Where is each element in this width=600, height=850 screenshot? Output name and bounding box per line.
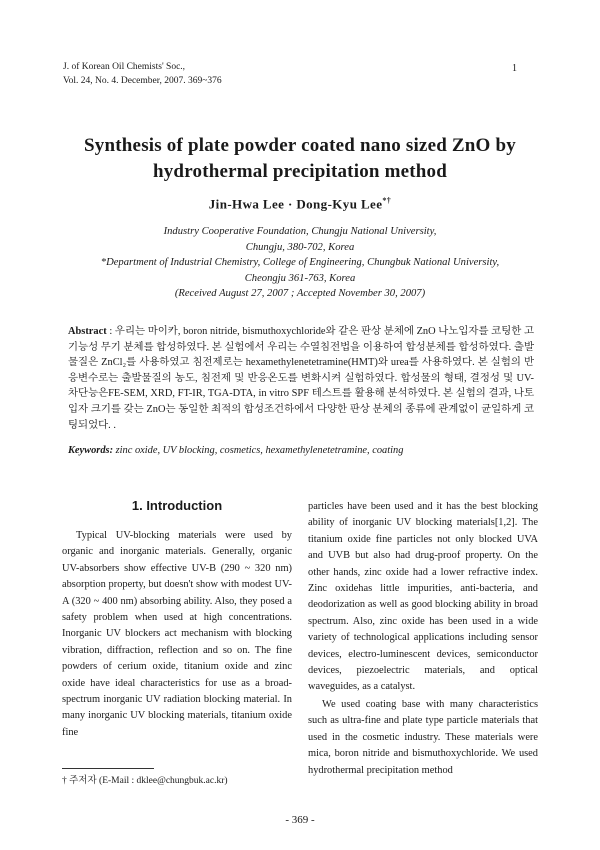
received-dates: (Received August 27, 2007 ; Accepted November 30, 2007) xyxy=(174,288,426,299)
keywords-label: Keywords: xyxy=(68,445,114,456)
journal-volume: Vol. 24, No. 4. December, 2007. 369~376 xyxy=(63,76,222,86)
affiliation-line: Chungju, 380-702, Korea xyxy=(245,241,355,253)
affiliation-line: *Department of Industrial Chemistry, College of Engineering, Chungbuk National University, xyxy=(100,257,500,268)
abstract-label: Abstract xyxy=(68,326,107,337)
right-column xyxy=(308,499,538,779)
left-column xyxy=(62,528,292,741)
footnote: † 주저자 (E-Mail : dklee@chungbuk.ac.kr) xyxy=(62,776,228,786)
header-page-number: 1 xyxy=(512,63,517,74)
abstract xyxy=(68,324,534,433)
footnote-divider xyxy=(62,768,154,769)
title-line-2: hydrothermal precipitation method xyxy=(152,161,448,182)
page-footer-number: - 369 - xyxy=(285,814,315,826)
affiliations xyxy=(70,224,530,302)
paper-title xyxy=(40,133,560,185)
journal-name: J. of Korean Oil Chemists' Soc., xyxy=(63,62,186,72)
author-mark: *† xyxy=(382,196,392,205)
abstract-text: : 우리는 마이카, boron nitride, bismuthoxychloride와 같은 판상 분체에 ZnO 나노입자를 코팅한 고 기능성 무기 분체를 합성하였다. 본 실험에서 우리는 수열침전법을 이용하여 합성분체를 합성하였다. 출발물질은 ZnCl₂를 사용하였고 침전제로는 hexamethylenetetramine(HMT)와 urea를 사용하였다. 본 실험의 반응변수로는 출발물질의 농도, 침전제 및 반응온도를 변화시켜 실험하였다. 합성물의 형태, 결정성 및 UV-차단능은FE-SEM, XRD, FT-IR, TGA-DTA, in vitro SPF 테스트를 활용해 분석하였다. 본 실험의 결과, 나토입자 크기를 갖는 ZnO는 동일한 최적의 합성조건하에서 다양한 판상 분체의 종류에 관계없이 균일하게 코팅되었다. . xyxy=(68,326,534,431)
affiliation-line: Cheongju 361-763, Korea xyxy=(244,272,356,284)
keywords xyxy=(68,445,534,456)
body-paragraph: particles have been used and it has the best blocking ability of inorganic UV blocking materials[1,2]. The titanium oxide fine particles not only blocked UVA and UVB but also had drug-proof property. On the other hands, zinc oxide had a lower refractive index. Zinc oxidehas little impurities, anti-bacteria, and deodorization as well as good blocking ability in broad spectrum. Also, zinc oxide has been used in a wide variety of technological applications including sensor devices, electro-luminescent devices, semiconductor devices, piezoelectric materials, and optical waveguides, as a catalyst. xyxy=(308,501,538,693)
section-heading: 1. Introduction xyxy=(131,498,223,513)
body-paragraph: Typical UV-blocking materials were used by organic and inorganic materials. Generally, organic UV-absorbers show effective UV-B (290 ~ 320 nm) absorption property, but doesn't show with modest UV-A (320 ~ 400 nm) absorbing ability. Also, they posed a safety problem when used at high concentrations. Inorganic UV blockers act mechanism with blocking vibration, diffraction, reflection and so on. The fine powders of cerium oxide, titanium oxide and zinc oxide have ideal characteristics for use as a broad-spectrum inorganic UV radiation blocking material. In many inorganic UV blocking materials, titanium oxide fine xyxy=(62,530,292,738)
author-list xyxy=(40,196,560,212)
title-line-1: Synthesis of plate powder coated nano sized ZnO by xyxy=(84,135,516,156)
author-names: Jin-Hwa Lee · Dong-Kyu Lee xyxy=(208,196,383,212)
keywords-text: zinc oxide, UV blocking, cosmetics, hexamethylenetetramine, coating xyxy=(113,445,404,456)
journal-citation xyxy=(63,60,222,88)
body-paragraph: We used coating base with many characteristics such as ultra-fine and plate type particle materials that used in the cosmetic industry. These materials were mica, boron nitride and bismuthoxychloride. We used hydrothermal precipitation method xyxy=(308,698,538,776)
affiliation-line: Industry Cooperative Foundation, Chungju National University, xyxy=(163,226,437,237)
